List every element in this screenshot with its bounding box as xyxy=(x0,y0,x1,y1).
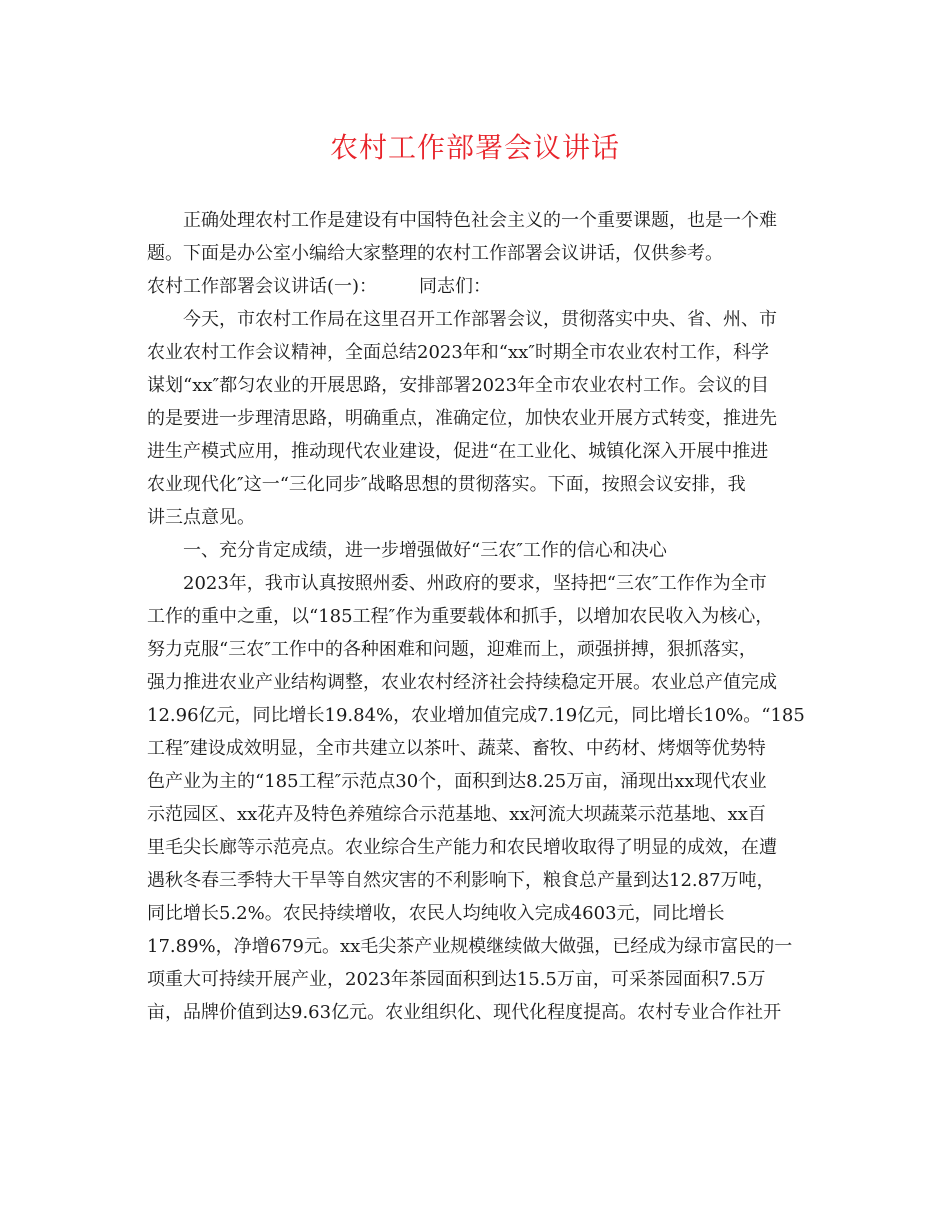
section-heading-line xyxy=(147,270,817,303)
paragraph-line: 进生产模式应用，推动现代农业建设，促进“在工业化、城镇化深入开展中推进 xyxy=(147,441,769,462)
paragraph-line: 遇秋冬春三季特大干旱等自然灾害的不利影响下，粮食总产量到达12.87万吨， xyxy=(147,870,775,891)
paragraph-line: 工程″建设成效明显，全市共建立以茶叶、蔬菜、畜牧、中药材、烤烟等优势特 xyxy=(147,738,766,759)
paragraph-line: 题。下面是办公室小编给大家整理的农村工作部署会议讲话，仅供参考。 xyxy=(147,243,723,264)
paragraph-line: 今天，市农村工作局在这里召开工作部署会议，贯彻落实中央、省、州、市 xyxy=(183,309,777,330)
paragraph-line: 2023年，我市认真按照州委、州政府的要求，坚持把“三农″工作作为全市 xyxy=(183,573,767,594)
paragraph-line: 里毛尖长廊等示范亮点。农业综合生产能力和农民增收取得了明显的成效，在遭 xyxy=(147,837,777,858)
document-title: 农村工作部署会议讲话 xyxy=(329,131,620,164)
paragraph-line: 农业农村工作会议精神，全面总结2023年和“xx″时期全市农业农村工作，科学 xyxy=(147,342,770,363)
paragraph-line: 谋划“xx″都匀农业的开展思路，安排部署2023年全市农业农村工作。会议的目 xyxy=(147,375,770,396)
paragraph-line: 正确处理农村工作是建设有中国特色社会主义的一个重要课题，也是一个难 xyxy=(183,210,777,231)
paragraph-line: 工作的重中之重，以“185工程″作为重要载体和抓手，以增加农民收入为核心， xyxy=(147,606,774,627)
subheading-line: 一、充分肯定成绩，进一步增强做好“三农″工作的信心和决心 xyxy=(183,540,667,561)
paragraph-line: 17.89%，净增679元。xx毛尖茶产业规模继续做大做强，已经成为绿市富民的一 xyxy=(147,936,793,957)
paragraph-line: 亩，品牌价值到达9.63亿元。农业组织化、现代化程度提高。农村专业合作社开 xyxy=(147,1002,782,1023)
paragraph-line: 同比增长5.2%。农民持续增收，农民人均纯收入完成4603元，同比增长 xyxy=(147,903,725,924)
section-heading: 农村工作部署会议讲话(一)： xyxy=(147,276,378,297)
paragraph-line: 农业现代化″这一“三化同步″战略思想的贯彻落实。下面，按照会议安排，我 xyxy=(147,474,746,495)
paragraph-line: 12.96亿元，同比增长19.84%，农业增加值完成7.19亿元，同比增长10%。“185 xyxy=(147,705,805,726)
paragraph-line: 讲三点意见。 xyxy=(147,507,255,528)
paragraph-line: 色产业为主的“185工程″示范点30个，面积到达8.25万亩，涌现出xx现代农业 xyxy=(147,771,767,792)
paragraph-line: 强力推进农业产业结构调整，农业农村经济社会持续稳定开展。农业总产值完成 xyxy=(147,672,777,693)
document-body xyxy=(147,204,817,1029)
paragraph-line: 努力克服“三农″工作中的各种困难和问题，迎难而上，顽强拼搏，狠抓落实， xyxy=(147,639,757,660)
paragraph-line: 项重大可持续开展产业，2023年茶园面积到达15.5万亩，可采茶园面积7.5万 xyxy=(147,969,766,990)
salutation: 同志们： xyxy=(419,276,492,297)
paragraph-line: 示范园区、xx花卉及特色养殖综合示范基地、xx河流大坝蔬菜示范基地、xx百 xyxy=(147,804,766,825)
paragraph-line: 的是要进一步理清思路，明确重点，准确定位，加快农业开展方式转变，推进先 xyxy=(147,408,777,429)
